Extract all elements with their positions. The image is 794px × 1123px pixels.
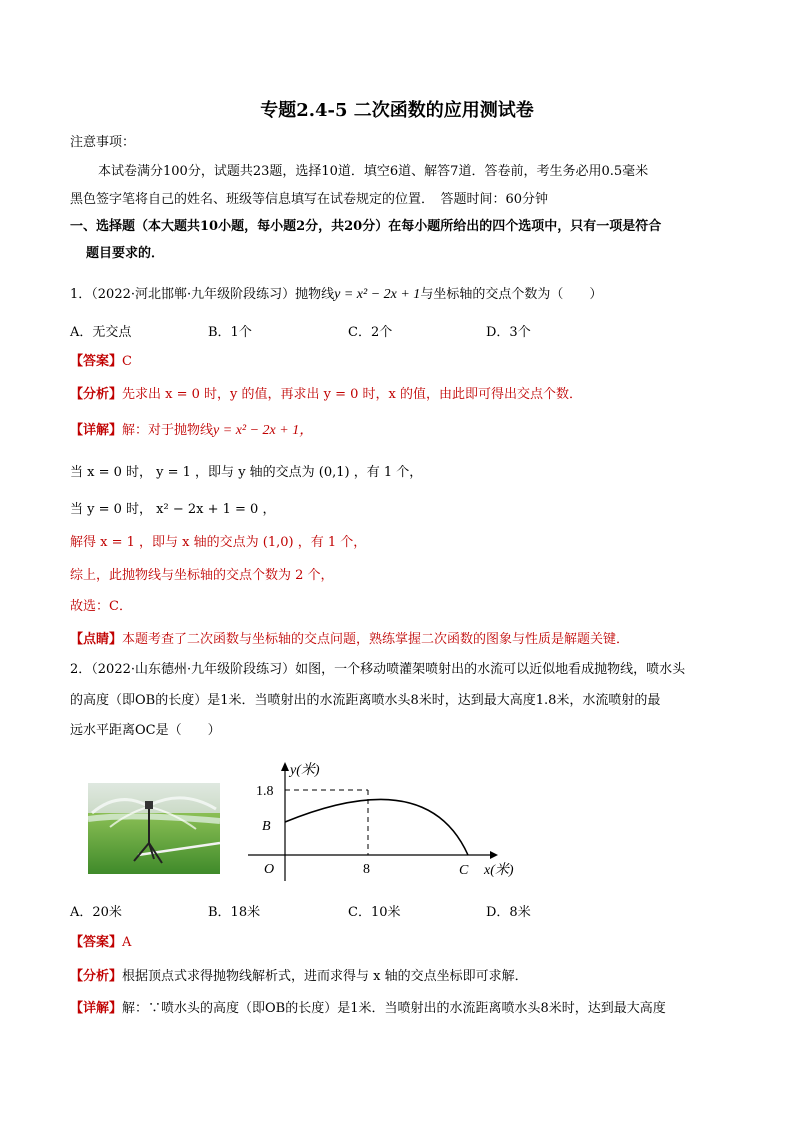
q2-answer (70, 933, 131, 953)
vertex-x-label: 8 (363, 862, 370, 877)
q2-detail (70, 999, 666, 1019)
answer-tag: 【答案】 (70, 354, 123, 369)
q1-option-c: C．2个 (348, 325, 393, 340)
q1-step-5: 故选：C． (70, 599, 132, 614)
q2-option-d: D．8米 (486, 905, 531, 920)
sprinkler-photo (88, 783, 220, 874)
q1-answer-value: C (122, 354, 132, 369)
q1-analysis (70, 385, 582, 405)
analysis-tag: 【分析】 (70, 387, 123, 402)
q1-analysis-text: 先求出 x = 0 时，y 的值，再求出 y = 0 时，x 的值，由此即可得出交点个数． (122, 387, 583, 402)
answer-tag: 【答案】 (70, 935, 123, 950)
q2-option-b: B．18米 (208, 905, 261, 920)
x-axis-arrow (490, 851, 498, 859)
q1-comment-text: 本题考查了二次函数与坐标轴的交点问题，熟练掌握二次函数的图象与性质是解题关键． (122, 632, 630, 647)
section-heading-cont: 题目要求的． (86, 246, 165, 261)
q1-formula: y = x² − 2x + 1 (334, 287, 421, 302)
q1-option-d: D．3个 (486, 325, 531, 340)
point-b-label: B (262, 819, 271, 834)
q2-stem-line-2: 的高度（即OB的长度）是1米．当喷射出的水流距离喷水头8米时，达到最大高度1.8米，水流喷射的最 (70, 693, 661, 708)
q1-option-b: B．1个 (208, 325, 252, 340)
section-heading: 一、选择题（本大题共10小题，每小题2分，共20分）在每小题所给出的四个选项中，只有一项是符合 (70, 219, 662, 234)
q2-stem-line-1: 2．（2022·山东德州·九年级阶段练习）如图，一个移动喷灌架喷射出的水流可以近似地看成抛物线，喷水头 (70, 662, 686, 677)
parabola-graph (240, 748, 540, 887)
q1-step-1: 当 x = 0 时， y = 1 ，即与 y 轴的交点为 (0,1) ，有 1 个， (70, 465, 423, 480)
q1-stem-a: 1．（2022·河北邯郸·九年级阶段练习）抛物线 (70, 287, 335, 302)
y-axis-label: y(米) (290, 763, 320, 778)
q2-option-a: A．20米 (70, 905, 122, 920)
water-parabola (285, 799, 468, 855)
q1-step-3: 解得 x = 1 ，即与 x 轴的交点为 (1,0) ，有 1 个， (70, 535, 367, 550)
q1-detail-formula: y = x² − 2x + 1， (213, 423, 314, 438)
q2-analysis-text: 根据顶点式求得抛物线解析式，进而求得与 x 轴的交点坐标即可求解． (122, 969, 528, 984)
detail-tag: 【详解】 (70, 1001, 123, 1016)
q1-step-2: 当 y = 0 时， x² − 2x + 1 = 0 ， (70, 502, 276, 517)
notice-line-1: 本试卷满分100分，试题共23题，选择10道．填空6道、解答7道．答卷前，考生务必用0.5毫米 (98, 164, 649, 179)
q2-analysis (70, 967, 528, 987)
comment-tag: 【点睛】 (70, 632, 123, 647)
q1-answer (70, 352, 132, 372)
q2-option-c: C．10米 (348, 905, 401, 920)
q2-detail-text: 解：∵喷水头的高度（即OB的长度）是1米．当喷射出的水流距离喷水头8米时，达到最大高度 (122, 1001, 666, 1016)
x-axis-label: x(米) (484, 863, 514, 878)
notice-line-2: 黑色签字笔将自己的姓名、班级等信息填写在试卷规定的位置． 答题时间：60分钟 (70, 192, 549, 207)
q1-comment (70, 630, 629, 650)
y-axis-arrow (281, 762, 289, 771)
point-c-label: C (459, 863, 469, 878)
q1-stem-b: 与坐标轴的交点个数为（ ） (420, 287, 603, 302)
origin-label: O (264, 862, 275, 877)
q1-detail (70, 421, 313, 441)
detail-tag: 【详解】 (70, 423, 123, 438)
q1-detail-intro: 解：对于抛物线 (122, 423, 214, 438)
max-height-label: 1.8 (256, 784, 274, 799)
q1-option-a: A．无交点 (70, 325, 132, 340)
q1-step-4: 综上，此抛物线与坐标轴的交点个数为 2 个， (70, 568, 334, 583)
page-title: 专题2.4-5 二次函数的应用测试卷 (260, 100, 534, 121)
notice-label: 注意事项： (70, 135, 136, 150)
analysis-tag: 【分析】 (70, 969, 123, 984)
q2-stem-line-3: 远水平距离OC是（ ） (70, 723, 221, 738)
q1-stem (70, 285, 602, 305)
q2-answer-value: A (122, 935, 132, 950)
